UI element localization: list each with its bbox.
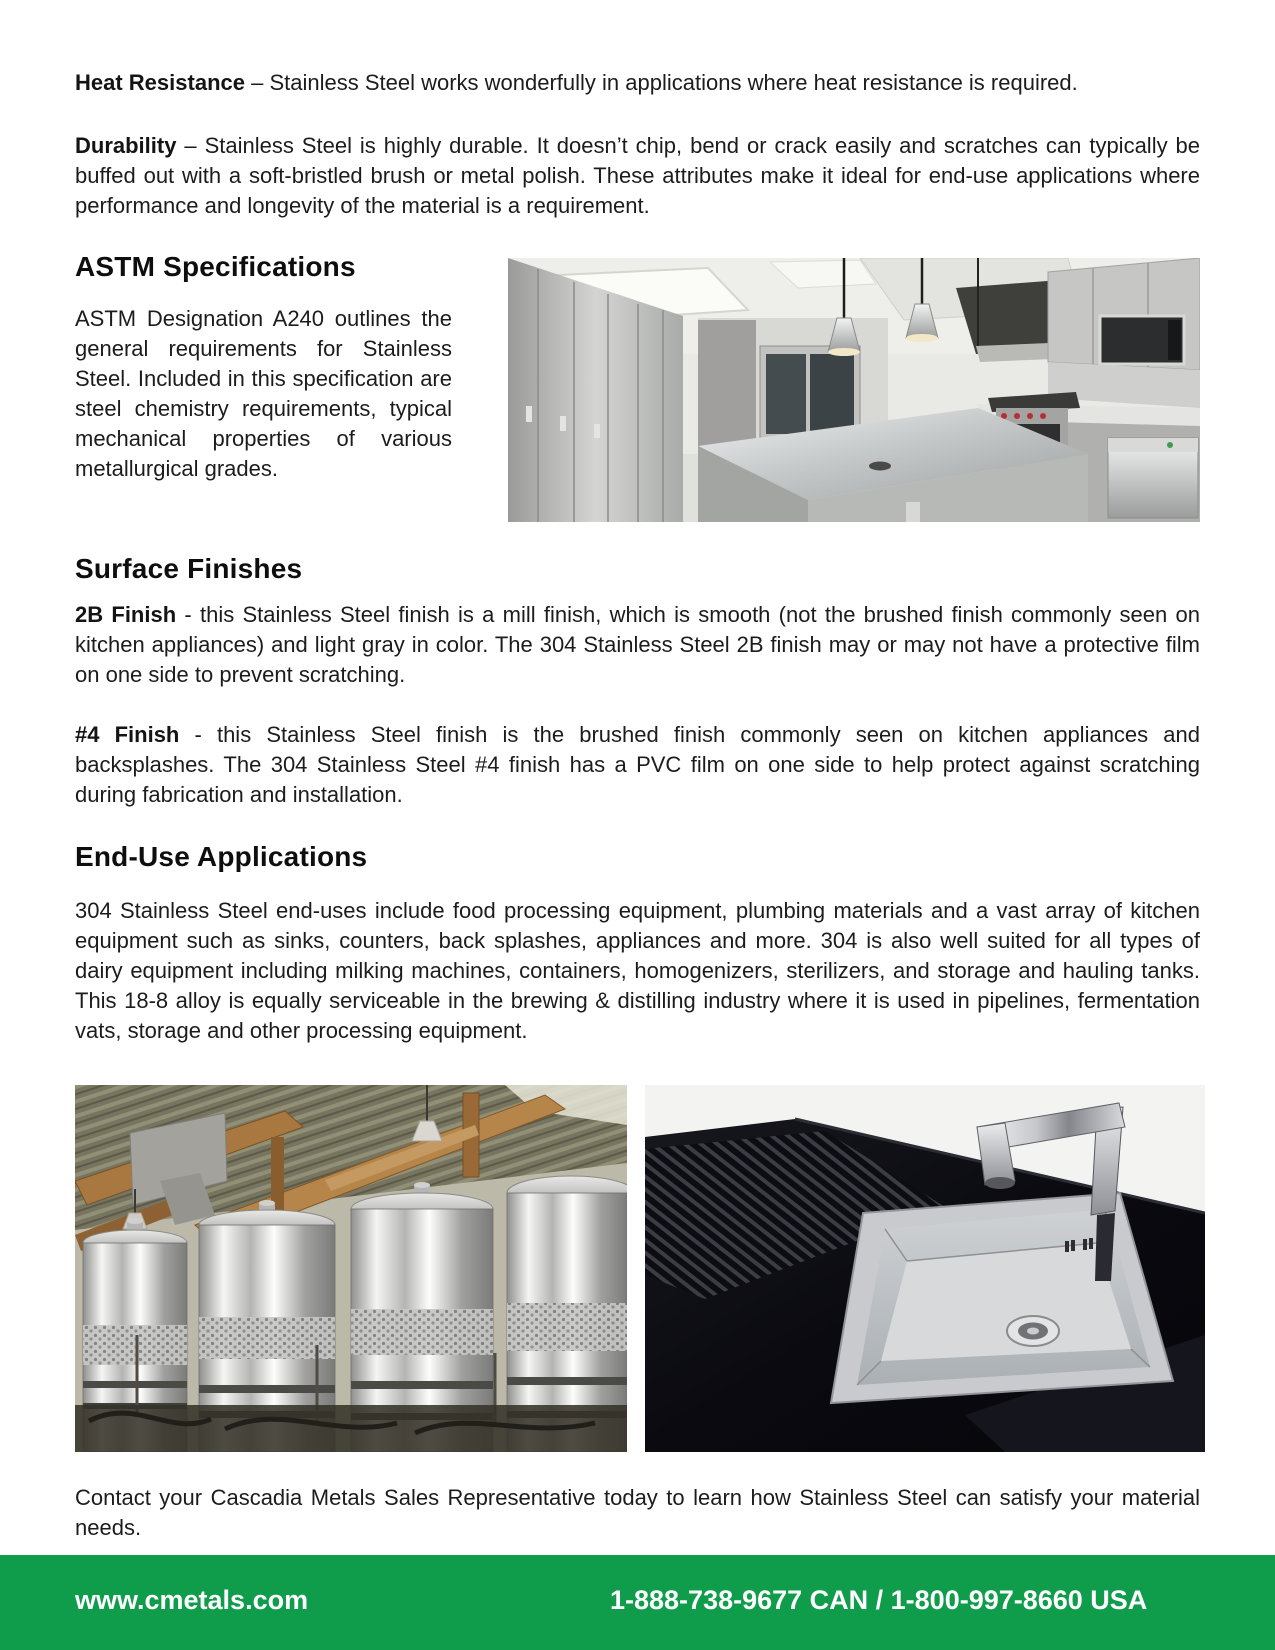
footer-bar bbox=[0, 1555, 1275, 1650]
4-finish-lead: #4 Finish bbox=[75, 722, 180, 747]
kitchen-photo bbox=[508, 258, 1200, 522]
sink-photo bbox=[645, 1085, 1205, 1452]
paragraph-4-finish bbox=[75, 720, 1200, 810]
heat-resistance-text: – Stainless Steel works wonderfully in applications where heat resistance is required. bbox=[244, 70, 1078, 95]
4-finish-text: - this Stainless Steel finish is the brushed finish commonly seen on kitchen appliances and backsplashes. The 304 Stainless Steel #4 finish has a PVC film on one side to help protect against scratching during fabrication and installation. bbox=[75, 722, 1200, 807]
paragraph-2b-finish bbox=[75, 600, 1200, 690]
paragraph-astm: ASTM Designation A240 outlines the general requirements for Stainless Steel. Included in this specification are steel chemistry requirements, typical mechanical properties of various metallurgical grades. bbox=[75, 306, 452, 481]
paragraph-durability bbox=[75, 131, 1200, 221]
surface-finishes-heading: Surface Finishes bbox=[75, 553, 303, 584]
tanks-photo bbox=[75, 1085, 627, 1452]
paragraph-heat-resistance bbox=[75, 68, 1200, 98]
durability-text: – Stainless Steel is highly durable. It doesn’t chip, bend or crack easily and scratches can typically be buffed out with a soft-bristled brush or metal polish. These attributes make it ideal for end-use applications where performance and longevity of the material is a requirement. bbox=[75, 133, 1200, 218]
sink-photo-illustration bbox=[645, 1085, 1205, 1452]
kitchen-photo-illustration bbox=[508, 258, 1200, 522]
footer-phone-numbers: 1-888-738-9677 CAN / 1-800-997-8660 USA bbox=[610, 1585, 1148, 1615]
astm-specifications-heading: ASTM Specifications bbox=[75, 251, 356, 282]
2b-finish-text: - this Stainless Steel finish is a mill finish, which is smooth (not the brushed finish commonly seen on kitchen appliances) and light gray in color. The 304 Stainless Steel 2B finish may or may not have a protective film on one side to prevent scratching. bbox=[75, 602, 1200, 687]
tanks-photo-illustration bbox=[75, 1085, 627, 1452]
heat-resistance-lead: Heat Resistance bbox=[75, 70, 245, 95]
sink-basin bbox=[831, 1193, 1173, 1403]
durability-lead: Durability bbox=[75, 133, 177, 158]
paragraph-end-use: 304 Stainless Steel end-uses include food processing equipment, plumbing materials and a vast array of kitchen equipment such as sinks, counters, back splashes, appliances and more. 304 is also well suited for all types of dairy equipment including milking machines, containers, homogenizers, sterilizers, and storage and hauling tanks. This 18-8 alloy is equally serviceable in the brewing & distilling industry where it is used in pipelines, fermentation vats, storage and other processing equipment. bbox=[75, 898, 1200, 1043]
footer-website: www.cmetals.com bbox=[75, 1585, 309, 1615]
paragraph-contact: Contact your Cascadia Metals Sales Representative today to learn how Stainless Steel can satisfy your material needs. bbox=[75, 1485, 1200, 1540]
2b-finish-lead: 2B Finish bbox=[75, 602, 177, 627]
end-use-applications-heading: End-Use Applications bbox=[75, 841, 368, 872]
